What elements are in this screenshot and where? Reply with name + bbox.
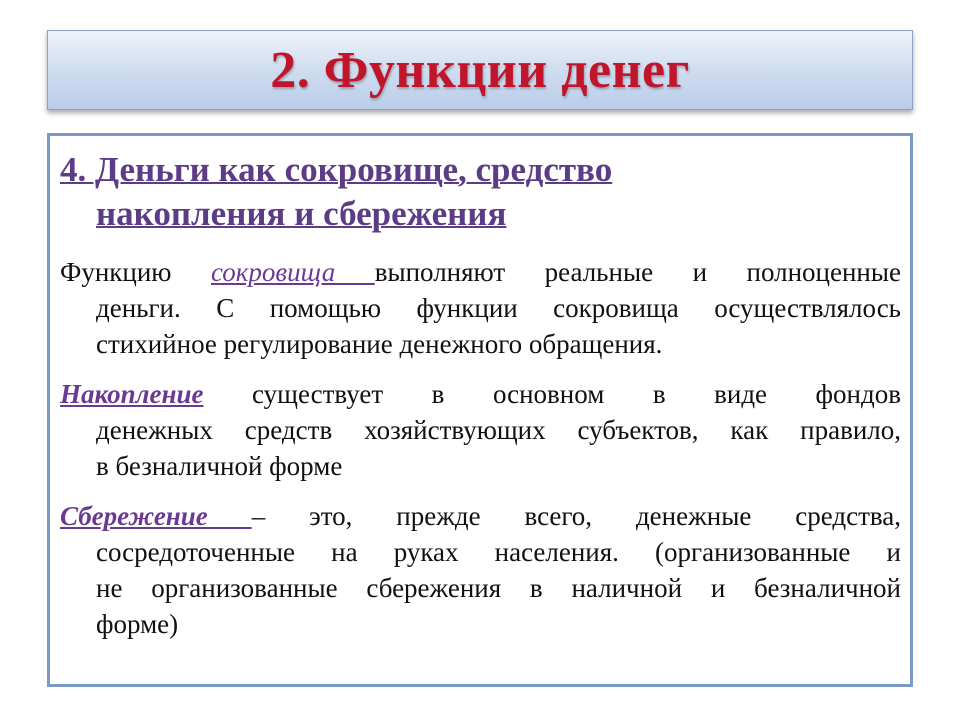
paragraph-accumulation <box>60 376 901 484</box>
content-box <box>47 133 913 687</box>
keyword-savings: Сбережение <box>60 501 252 531</box>
heading-line-2: накопления и сбережения <box>96 194 507 233</box>
p2-row-3: в безналичной форме <box>96 451 343 481</box>
p3-row-2: сосредоточенные на руках населения. (организованные и <box>96 537 901 567</box>
p1-lead: Функцию <box>60 257 211 287</box>
p3-row-4: форме) <box>96 609 179 639</box>
p3-row-3: не организованные сбережения в наличной и безналичной <box>96 573 901 603</box>
heading-line-1: 4. Деньги как сокровище, средство <box>60 150 613 189</box>
keyword-treasure: сокровища <box>210 257 375 287</box>
paragraph-treasure <box>60 254 901 362</box>
slide-title: 2. Функции денег <box>270 41 690 99</box>
p3-rest: – это, прежде всего, денежные средства, <box>251 501 901 531</box>
p2-row-2: денежных средств хозяйствующих субъектов, как правило, <box>96 415 901 445</box>
p2-rest: существует в основном в виде фондов <box>203 379 901 409</box>
paragraph-savings <box>60 498 901 642</box>
title-banner <box>47 30 913 110</box>
keyword-accumulation: Накопление <box>60 379 204 409</box>
p1-rest: выполняют реальные и полноценные <box>374 257 902 287</box>
section-heading <box>60 148 905 236</box>
p1-row-3: стихийное регулирование денежного обращения. <box>96 329 663 359</box>
p1-row-2: деньги. С помощью функции сокровища осуществлялось <box>96 293 901 323</box>
